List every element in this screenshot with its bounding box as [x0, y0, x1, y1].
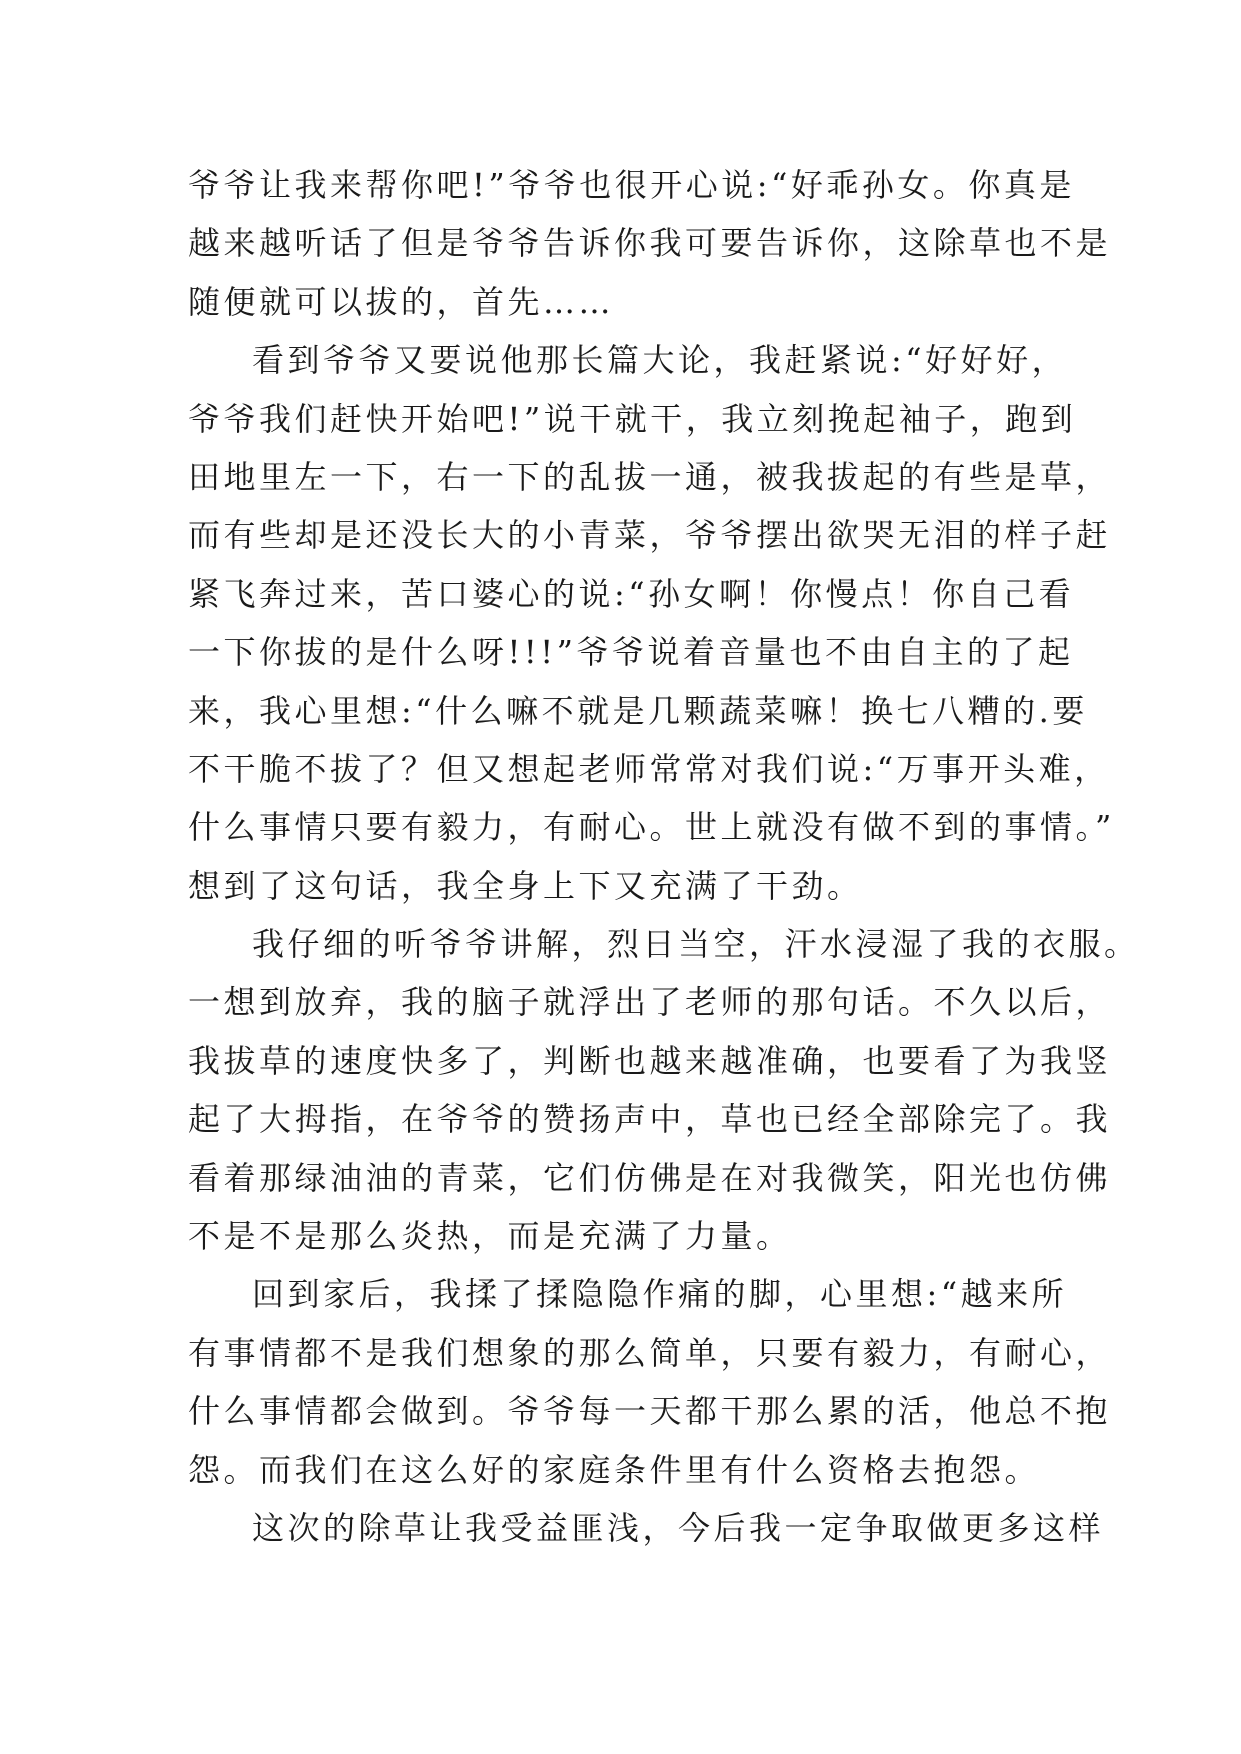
paragraph-start-line: 看到爷爷又要说他那长篇大论，我赶紧说:“好好好， [252, 341, 1068, 380]
text-line: 一下你拔的是什么呀!!!”爷爷说着音量也不由自主的了起 [188, 633, 1074, 672]
text-line: 有事情都不是我们想象的那么简单，只要有毅力，有耐心， [188, 1333, 1112, 1372]
text-line: 什么事情只要有毅力，有耐心。世上就没有做不到的事情。” [188, 808, 1115, 847]
text-line: 爷爷我们赶快开始吧!”说干就干，我立刻挽起袖子，跑到 [188, 399, 1077, 438]
text-line: 来，我心里想:“什么嘛不就是几颗蔬菜嘛！换七八糟的.要 [188, 691, 1088, 730]
text-line: 什么事情都会做到。爷爷每一天都干那么累的活，他总不抱 [188, 1392, 1112, 1431]
text-line: 田地里左一下，右一下的乱拔一通，被我拔起的有些是草， [188, 457, 1112, 496]
paragraph-start-line: 这次的除草让我受益匪浅，今后我一定争取做更多这样 [252, 1508, 1105, 1547]
text-line: 起了大拇指，在爷爷的赞扬声中，草也已经全部除完了。我 [188, 1100, 1112, 1139]
text-line: 爷爷让我来帮你吧!”爷爷也很开心说:“好乖孙女。你真是 [188, 166, 1075, 204]
paragraph-start-line: 我仔细的听爷爷讲解，烈日当空，汗水浸湿了我的衣服。 [252, 925, 1140, 964]
text-line: 越来越听话了但是爷爷告诉你我可要告诉你，这除草也不是 [188, 224, 1112, 263]
text-line: 随便就可以拔的，首先…… [188, 282, 615, 321]
text-line: 我拔草的速度快多了，判断也越来越准确，也要看了为我竖 [188, 1041, 1112, 1080]
text-line: 而有些却是还没长大的小青菜，爷爷摆出欲哭无泪的样子赶 [188, 516, 1112, 555]
paragraph-start-line: 回到家后，我揉了揉隐隐作痛的脚，心里想:“越来所 [252, 1275, 1068, 1314]
text-line: 不是不是那么炎热，而是充满了力量。 [188, 1217, 792, 1256]
text-line: 紧飞奔过来，苦口婆心的说:“孙女啊！你慢点！你自己看 [188, 574, 1075, 613]
text-line: 一想到放弃，我的脑子就浮出了老师的那句话。不久以后， [188, 983, 1112, 1022]
text-line: 怨。而我们在这么好的家庭条件里有什么资格去抱怨。 [188, 1450, 1041, 1489]
text-line: 不干脆不拔了？但又想起老师常常对我们说:“万事开头难， [188, 749, 1110, 788]
text-line: 看着那绿油油的青菜，它们仿佛是在对我微笑，阳光也仿佛 [188, 1158, 1112, 1197]
text-line: 想到了这句话，我全身上下又充满了干劲。 [188, 866, 863, 905]
essay-body [188, 156, 1140, 1557]
